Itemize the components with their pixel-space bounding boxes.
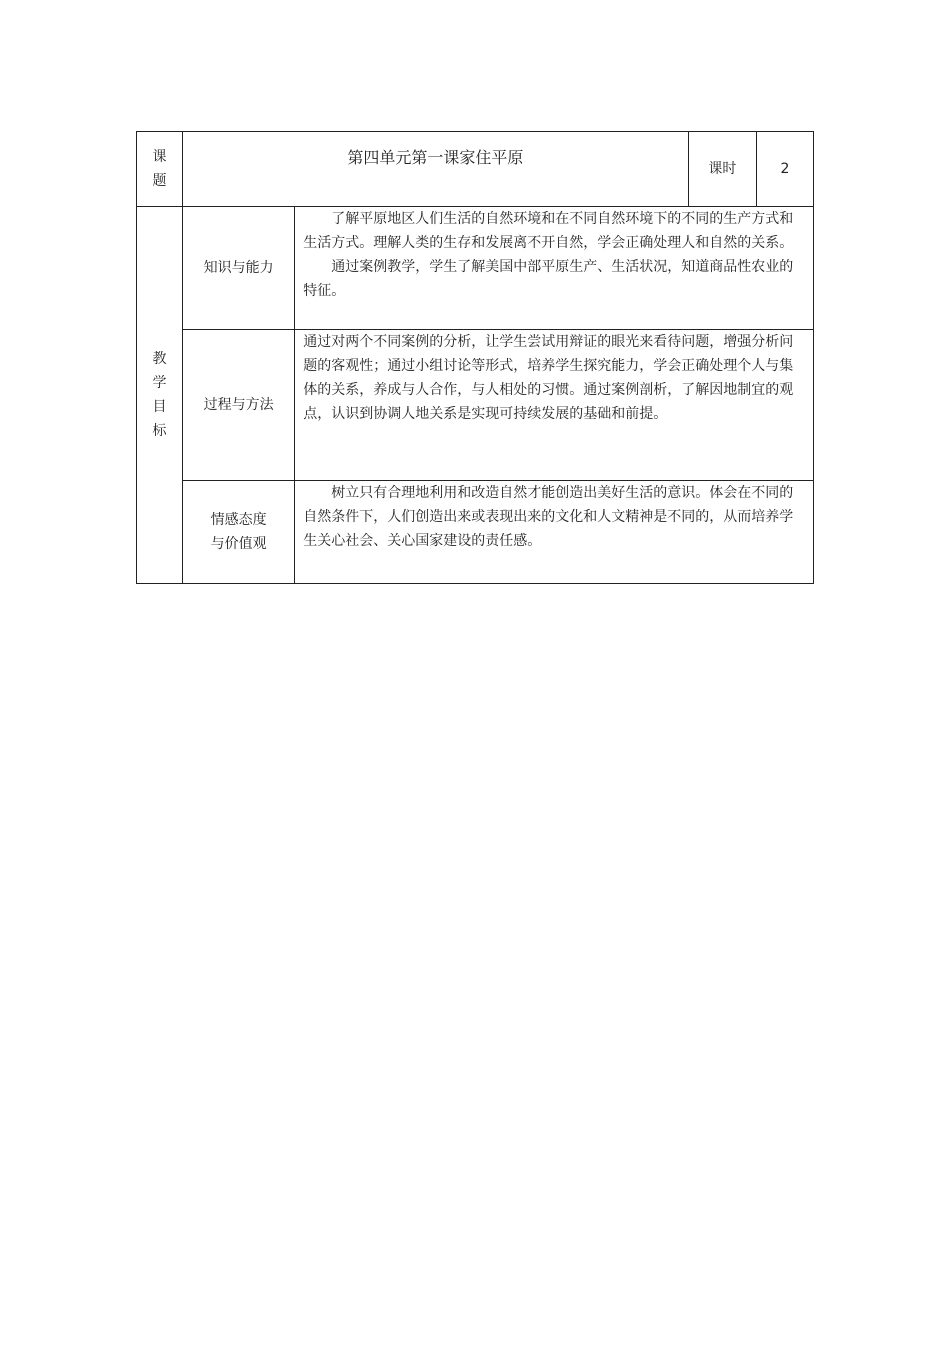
process-label: 过程与方法: [183, 330, 295, 481]
emotion-label: 情感态度 与价值观: [183, 481, 295, 584]
objective-row-emotion: [137, 481, 814, 584]
hours-label: 课时: [688, 132, 756, 207]
lesson-plan-table: [136, 131, 814, 584]
knowledge-paragraph: 了解平原地区人们生活的自然环境和在不同自然环境下的不同的生产方式和生活方式。理解人类的生存和发展离不开自然，学会正确处理人和自然的关系。: [303, 211, 794, 251]
objective-row-process: [137, 330, 814, 481]
header-row: [137, 132, 814, 207]
lesson-title: 第四单元第一课家住平原: [183, 132, 689, 207]
knowledge-content: [295, 207, 814, 330]
process-content: [295, 330, 814, 481]
topic-label: 课 题: [137, 132, 183, 207]
hours-value: 2: [756, 132, 813, 207]
objectives-label: 教 学 目 标: [137, 207, 183, 584]
process-paragraph: 通过对两个不同案例的分析，让学生尝试用辩证的眼光来看待问题，增强分析问题的客观性；通过小组讨论等形式，培养学生探究能力，学会正确处理个人与集体的关系，养成与人合作，与人相处的习惯。通过案例剖析，了解因地制宜的观点，认识到协调人地关系是实现可持续发展的基础和前提。: [303, 334, 794, 422]
objective-row-knowledge: [137, 207, 814, 330]
knowledge-paragraph: 通过案例教学，学生了解美国中部平原生产、生活状况，知道商品性农业的特征。: [303, 259, 794, 299]
emotion-content: [295, 481, 814, 584]
emotion-paragraph: 树立只有合理地利用和改造自然才能创造出美好生活的意识。体会在不同的自然条件下，人们创造出来或表现出来的文化和人文精神是不同的，从而培养学生关心社会、关心国家建设的责任感。: [303, 485, 794, 549]
knowledge-label: 知识与能力: [183, 207, 295, 330]
